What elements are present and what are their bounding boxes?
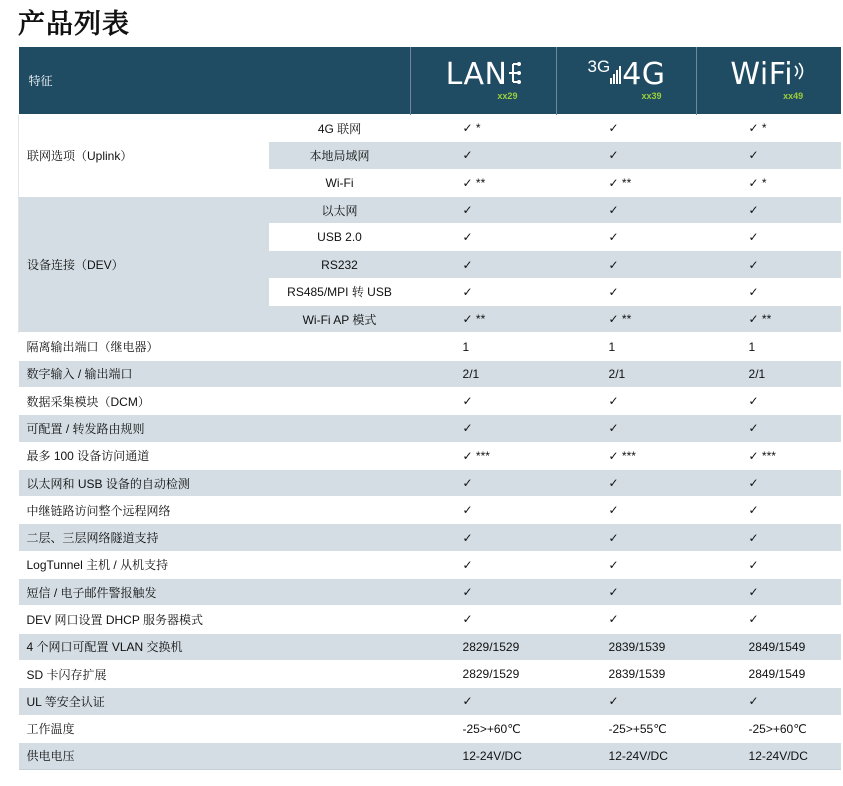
value-cell: ✓ bbox=[557, 387, 697, 414]
feature-label: 短信 / 电子邮件警报触发 bbox=[19, 579, 411, 606]
sub-feature-label: RS232 bbox=[269, 251, 411, 278]
lan-logo bbox=[445, 56, 522, 101]
feature-label: 数据采集模块（DCM） bbox=[19, 387, 411, 414]
value-cell: ✓ bbox=[557, 606, 697, 633]
feature-label: 隔离输出端口（继电器） bbox=[19, 333, 411, 360]
value-cell: ✓ bbox=[411, 688, 557, 715]
value-cell: ✓ bbox=[411, 196, 557, 223]
value-cell: ✓ bbox=[411, 579, 557, 606]
feature-label: 最多 100 设备访问通道 bbox=[19, 442, 411, 469]
sub-feature-label: 本地局域网 bbox=[269, 142, 411, 169]
feature-label: 以太网和 USB 设备的自动检测 bbox=[19, 469, 411, 496]
wifi-model-code: xx49 bbox=[783, 90, 804, 101]
value-cell: ✓ bbox=[411, 524, 557, 551]
sub-feature-label: 以太网 bbox=[269, 196, 411, 223]
value-cell: ✓ bbox=[411, 278, 557, 305]
value-cell: ✓ bbox=[557, 579, 697, 606]
value-cell: ✓ *** bbox=[557, 442, 697, 469]
value-cell: ✓ bbox=[697, 387, 841, 414]
wifi-waves-icon bbox=[793, 60, 807, 86]
sub-feature-label: 4G 联网 bbox=[269, 115, 411, 142]
feature-label: 数字输入 / 输出端口 bbox=[19, 360, 411, 387]
value-cell: 12-24V/DC bbox=[411, 742, 557, 769]
value-cell: ✓ bbox=[557, 497, 697, 524]
sub-feature-label: Wi-Fi AP 模式 bbox=[269, 306, 411, 333]
table-header-row bbox=[19, 47, 841, 115]
value-cell: ✓ ** bbox=[557, 306, 697, 333]
value-cell: 1 bbox=[697, 333, 841, 360]
feature-label: 中继链路访问整个远程网络 bbox=[19, 497, 411, 524]
value-cell: 2839/1539 bbox=[557, 633, 697, 660]
value-cell: 2/1 bbox=[557, 360, 697, 387]
value-cell: ✓ bbox=[697, 251, 841, 278]
value-cell: 2849/1549 bbox=[697, 660, 841, 687]
table-row bbox=[19, 633, 841, 660]
sub-feature-label: RS485/MPI 转 USB bbox=[269, 278, 411, 305]
feature-label: 工作温度 bbox=[19, 715, 411, 742]
sub-feature-label: Wi-Fi bbox=[269, 169, 411, 196]
table-row bbox=[19, 551, 841, 578]
feature-label: 二层、三层网络隧道支持 bbox=[19, 524, 411, 551]
value-cell: ✓ bbox=[411, 142, 557, 169]
value-cell: -25>+55℃ bbox=[557, 715, 697, 742]
product-header-4g bbox=[557, 47, 697, 115]
table-row bbox=[19, 688, 841, 715]
value-cell: ✓ bbox=[557, 142, 697, 169]
value-cell: 1 bbox=[411, 333, 557, 360]
feature-label: LogTunnel 主机 / 从机支持 bbox=[19, 551, 411, 578]
value-cell: -25>+60℃ bbox=[697, 715, 841, 742]
value-cell: ✓ bbox=[697, 278, 841, 305]
feature-label: SD 卡闪存扩展 bbox=[19, 660, 411, 687]
value-cell: ✓ bbox=[411, 224, 557, 251]
product-header-lan bbox=[411, 47, 557, 115]
value-cell: ✓ bbox=[697, 551, 841, 578]
group-label: 联网选项（Uplink） bbox=[19, 115, 269, 197]
value-cell: ✓ bbox=[697, 579, 841, 606]
product-comparison-table bbox=[18, 46, 841, 770]
table-row bbox=[19, 497, 841, 524]
table-row bbox=[19, 415, 841, 442]
wifi-logo bbox=[730, 56, 807, 101]
table-row bbox=[19, 715, 841, 742]
feature-label: 4 个网口可配置 VLAN 交换机 bbox=[19, 633, 411, 660]
value-cell: ✓ bbox=[557, 688, 697, 715]
table-row bbox=[19, 579, 841, 606]
value-cell: ✓ bbox=[557, 196, 697, 223]
value-cell: ✓ bbox=[697, 688, 841, 715]
value-cell: ✓ bbox=[411, 469, 557, 496]
table-row bbox=[19, 660, 841, 687]
value-cell: ✓ ** bbox=[557, 169, 697, 196]
value-cell: -25>+60℃ bbox=[411, 715, 557, 742]
network-branch-icon bbox=[507, 60, 521, 86]
value-cell: ✓ bbox=[557, 524, 697, 551]
value-cell: ✓ bbox=[557, 251, 697, 278]
value-cell: ✓ bbox=[557, 115, 697, 142]
product-header-wifi bbox=[697, 47, 841, 115]
value-cell: ✓ bbox=[557, 415, 697, 442]
table-row bbox=[19, 442, 841, 469]
4g-model-code: xx39 bbox=[641, 90, 662, 101]
feature-label: UL 等安全认证 bbox=[19, 688, 411, 715]
value-cell: ✓ bbox=[557, 551, 697, 578]
group-row bbox=[19, 115, 841, 142]
page-title: 产品列表 bbox=[18, 9, 130, 40]
3g-logo-text: 3G bbox=[587, 56, 611, 76]
value-cell: ✓ bbox=[557, 278, 697, 305]
value-cell: ✓ bbox=[411, 551, 557, 578]
value-cell: ✓ bbox=[697, 224, 841, 251]
feature-label: DEV 网口设置 DHCP 服务器模式 bbox=[19, 606, 411, 633]
value-cell: ✓ * bbox=[697, 115, 841, 142]
value-cell: ✓ * bbox=[411, 115, 557, 142]
value-cell: ✓ *** bbox=[411, 442, 557, 469]
table-row bbox=[19, 387, 841, 414]
group-label: 设备连接（DEV） bbox=[19, 196, 269, 332]
table-row bbox=[19, 360, 841, 387]
value-cell: 2839/1539 bbox=[557, 660, 697, 687]
value-cell: 12-24V/DC bbox=[697, 742, 841, 769]
value-cell: ✓ bbox=[411, 415, 557, 442]
table-row bbox=[19, 606, 841, 633]
value-cell: ✓ bbox=[411, 387, 557, 414]
feature-label: 可配置 / 转发路由规则 bbox=[19, 415, 411, 442]
value-cell: ✓ bbox=[697, 469, 841, 496]
value-cell: ✓ ** bbox=[411, 306, 557, 333]
signal-bars-icon bbox=[610, 60, 622, 86]
value-cell: ✓ bbox=[697, 606, 841, 633]
value-cell: 2/1 bbox=[411, 360, 557, 387]
value-cell: 2849/1549 bbox=[697, 633, 841, 660]
sub-feature-label: USB 2.0 bbox=[269, 224, 411, 251]
value-cell: 2829/1529 bbox=[411, 633, 557, 660]
value-cell: 2829/1529 bbox=[411, 660, 557, 687]
table-row bbox=[19, 524, 841, 551]
lan-model-code: xx29 bbox=[497, 90, 518, 101]
value-cell: 1 bbox=[557, 333, 697, 360]
table-row bbox=[19, 469, 841, 496]
value-cell: ✓ bbox=[697, 415, 841, 442]
value-cell: 2/1 bbox=[697, 360, 841, 387]
value-cell: ✓ bbox=[411, 251, 557, 278]
value-cell: ✓ *** bbox=[697, 442, 841, 469]
value-cell: ✓ * bbox=[697, 169, 841, 196]
value-cell: ✓ ** bbox=[411, 169, 557, 196]
value-cell: ✓ bbox=[697, 497, 841, 524]
value-cell: ✓ bbox=[697, 142, 841, 169]
table-row bbox=[19, 742, 841, 769]
feature-label: 供电电压 bbox=[19, 742, 411, 769]
value-cell: ✓ bbox=[411, 606, 557, 633]
lan-logo-text: LAN bbox=[445, 56, 508, 92]
value-cell: ✓ bbox=[697, 524, 841, 551]
4g-logo-text: 4G bbox=[622, 56, 666, 92]
value-cell: ✓ bbox=[411, 497, 557, 524]
wifi-logo-text: WiFi bbox=[730, 56, 794, 92]
value-cell: 12-24V/DC bbox=[557, 742, 697, 769]
4g-logo bbox=[587, 56, 666, 101]
value-cell: ✓ bbox=[557, 469, 697, 496]
group-row bbox=[19, 196, 841, 223]
table-row bbox=[19, 333, 841, 360]
value-cell: ✓ bbox=[697, 196, 841, 223]
value-cell: ✓ bbox=[557, 224, 697, 251]
value-cell: ✓ ** bbox=[697, 306, 841, 333]
feature-column-header: 特征 bbox=[19, 47, 411, 115]
